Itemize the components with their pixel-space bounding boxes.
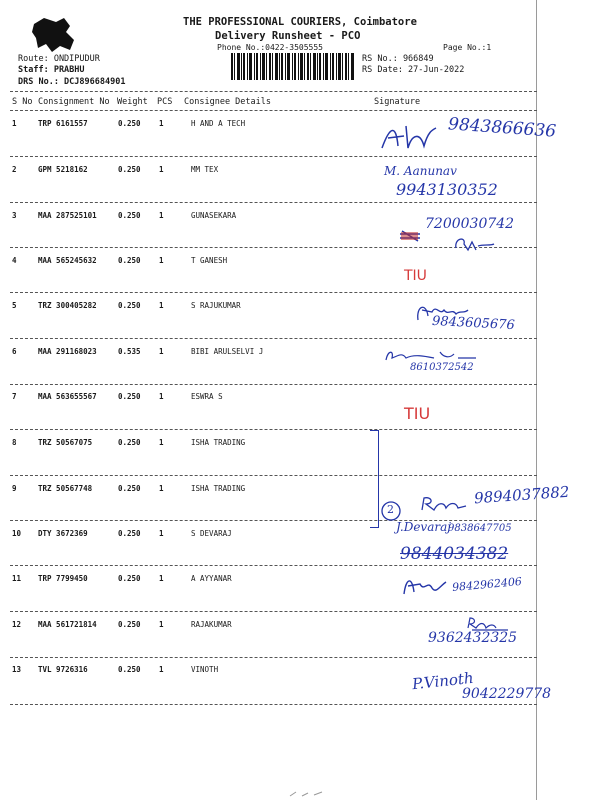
row-weight: 0.250 bbox=[118, 119, 141, 128]
signature-name: M. Aanunav bbox=[384, 164, 457, 178]
signature-scribble bbox=[418, 494, 468, 514]
rs-date: RS Date: 27-Jun-2022 bbox=[362, 65, 465, 75]
row-pcs: 1 bbox=[159, 620, 164, 629]
row-pcs: 1 bbox=[159, 529, 164, 538]
row-sno: 1 bbox=[12, 119, 17, 128]
staff-label: Staff: PRABHU bbox=[18, 65, 85, 75]
row-divider bbox=[10, 338, 537, 339]
signature-name: P.Vinoth bbox=[411, 668, 475, 694]
row-consignee: RAJAKUMAR bbox=[191, 620, 232, 629]
col-consignment: Consignment No bbox=[38, 97, 110, 107]
signature-phone: 7200030742 bbox=[425, 216, 515, 232]
row-weight: 0.250 bbox=[118, 211, 141, 220]
col-pcs: PCS bbox=[157, 97, 173, 107]
row-consignee: GUNASEKARA bbox=[191, 211, 237, 220]
row-sno: 6 bbox=[12, 347, 17, 356]
route-label: Route: ONDIPUDUR bbox=[18, 54, 100, 64]
row-divider bbox=[10, 565, 537, 566]
row-sno: 12 bbox=[12, 620, 22, 629]
row-sno: 13 bbox=[12, 665, 22, 674]
header-bottom-divider bbox=[10, 110, 537, 111]
row-consignee: T GANESH bbox=[191, 256, 228, 265]
row-consignee: A AYYANAR bbox=[191, 574, 232, 583]
row-divider bbox=[10, 429, 537, 430]
row-consignment: TRZ 300405282 bbox=[38, 301, 97, 310]
row-pcs: 1 bbox=[159, 301, 164, 310]
company-logo bbox=[30, 14, 78, 54]
row-weight: 0.250 bbox=[118, 529, 141, 538]
row-divider bbox=[10, 611, 537, 612]
row-pcs: 1 bbox=[159, 119, 164, 128]
signature-scribble bbox=[400, 572, 450, 598]
signature-phone: 9362432325 bbox=[428, 630, 518, 646]
row-consignment: TRP 6161557 bbox=[38, 119, 88, 128]
row-consignment: MAA 565245632 bbox=[38, 256, 97, 265]
scan-artifact bbox=[288, 790, 328, 798]
drs-number: DRS No.: DCJ896684901 bbox=[18, 77, 126, 87]
row-weight: 0.250 bbox=[118, 665, 141, 674]
row-weight: 0.250 bbox=[118, 574, 141, 583]
signature-phone: 9042229778 bbox=[462, 686, 552, 702]
row-sno: 3 bbox=[12, 211, 17, 220]
row-pcs: 1 bbox=[159, 165, 164, 174]
row-weight: 0.250 bbox=[118, 484, 141, 493]
row-consignee: ISHA TRADING bbox=[191, 438, 246, 447]
row-divider bbox=[10, 657, 537, 658]
signature-name: J.Devaraj bbox=[396, 520, 451, 534]
row-pcs: 1 bbox=[159, 665, 164, 674]
row-divider bbox=[10, 156, 537, 157]
row-consignee: S DEVARAJ bbox=[191, 529, 232, 538]
row-consignment: DTY 3672369 bbox=[38, 529, 88, 538]
row-pcs: 1 bbox=[159, 256, 164, 265]
row-pcs: 1 bbox=[159, 574, 164, 583]
row-weight: 0.250 bbox=[118, 392, 141, 401]
row-consignee: S RAJUKUMAR bbox=[191, 301, 241, 310]
col-consignee: Consignee Details bbox=[184, 97, 271, 107]
row-consignment: TRP 7799450 bbox=[38, 574, 88, 583]
row-sno: 8 bbox=[12, 438, 17, 447]
row-sno: 10 bbox=[12, 529, 22, 538]
signature-status: TIU bbox=[404, 404, 431, 423]
signature-bracket bbox=[370, 430, 379, 528]
row-consignment: GPM 5218162 bbox=[38, 165, 88, 174]
row-consignee: BIBI ARULSELVI J bbox=[191, 347, 264, 356]
page-number: Page No.:1 bbox=[443, 43, 492, 52]
row-consignment: MAA 561721814 bbox=[38, 620, 97, 629]
row-sno: 2 bbox=[12, 165, 17, 174]
signature-scribble bbox=[452, 234, 496, 254]
row-consignment: TRZ 50567748 bbox=[38, 484, 93, 493]
signature-strike bbox=[398, 228, 422, 242]
row-divider bbox=[10, 384, 537, 385]
row-pcs: 1 bbox=[159, 392, 164, 401]
row-pcs: 1 bbox=[159, 347, 164, 356]
row-weight: 0.250 bbox=[118, 256, 141, 265]
row-divider bbox=[10, 202, 537, 203]
company-title: THE PROFESSIONAL COURIERS, Coimbatore bbox=[183, 16, 417, 28]
row-consignment: MAA 291168023 bbox=[38, 347, 97, 356]
signature-phone: 8610372542 bbox=[410, 362, 474, 373]
phone-number: Phone No.:0422-3505555 bbox=[217, 43, 323, 52]
row-sno: 9 bbox=[12, 484, 17, 493]
signature-phone: 9894037882 bbox=[473, 482, 570, 508]
row-divider bbox=[10, 475, 537, 476]
row-consignee: MM TEX bbox=[191, 165, 219, 174]
signature-phone: 9843866636 bbox=[447, 114, 557, 142]
row-sno: 4 bbox=[12, 256, 17, 265]
table-bottom-divider bbox=[10, 704, 537, 705]
signature-phone-struck: 9844034382 bbox=[400, 544, 509, 564]
row-weight: 0.535 bbox=[118, 347, 141, 356]
runsheet-title: Delivery Runsheet - PCO bbox=[215, 30, 361, 42]
row-weight: 0.250 bbox=[118, 620, 141, 629]
row-sno: 5 bbox=[12, 301, 17, 310]
row-weight: 0.250 bbox=[118, 165, 141, 174]
row-weight: 0.250 bbox=[118, 438, 141, 447]
col-signature: Signature bbox=[374, 97, 421, 107]
signature-phone: 9842962406 bbox=[451, 574, 523, 595]
row-divider bbox=[10, 520, 537, 521]
row-divider bbox=[10, 292, 537, 293]
row-consignee: ISHA TRADING bbox=[191, 484, 246, 493]
row-consignee: ESWRA S bbox=[191, 392, 223, 401]
signature-status: TIU bbox=[404, 268, 427, 284]
row-pcs: 1 bbox=[159, 438, 164, 447]
row-pcs: 1 bbox=[159, 484, 164, 493]
row-consignment: MAA 563655567 bbox=[38, 392, 97, 401]
row-sno: 11 bbox=[12, 574, 22, 583]
row-sno: 7 bbox=[12, 392, 17, 401]
col-weight: Weight bbox=[117, 97, 148, 107]
signature-scribble bbox=[380, 122, 440, 152]
row-pcs: 1 bbox=[159, 211, 164, 220]
barcode bbox=[231, 53, 354, 80]
signature-phone: 9943130352 bbox=[396, 180, 498, 199]
header-top-divider bbox=[10, 91, 537, 92]
row-consignee: H AND A TECH bbox=[191, 119, 246, 128]
signature-phone: 9838647705 bbox=[448, 523, 512, 534]
row-consignment: MAA 287525101 bbox=[38, 211, 97, 220]
rs-number: RS No.: 966849 bbox=[362, 54, 434, 64]
row-consignment: TVL 9726316 bbox=[38, 665, 88, 674]
circled-number-text: 2 bbox=[387, 503, 394, 516]
col-sno: S No bbox=[12, 97, 33, 107]
row-consignment: TRZ 50567075 bbox=[38, 438, 93, 447]
row-consignee: VINOTH bbox=[191, 665, 219, 674]
signature-phone: 9843605676 bbox=[431, 313, 516, 334]
row-weight: 0.250 bbox=[118, 301, 141, 310]
